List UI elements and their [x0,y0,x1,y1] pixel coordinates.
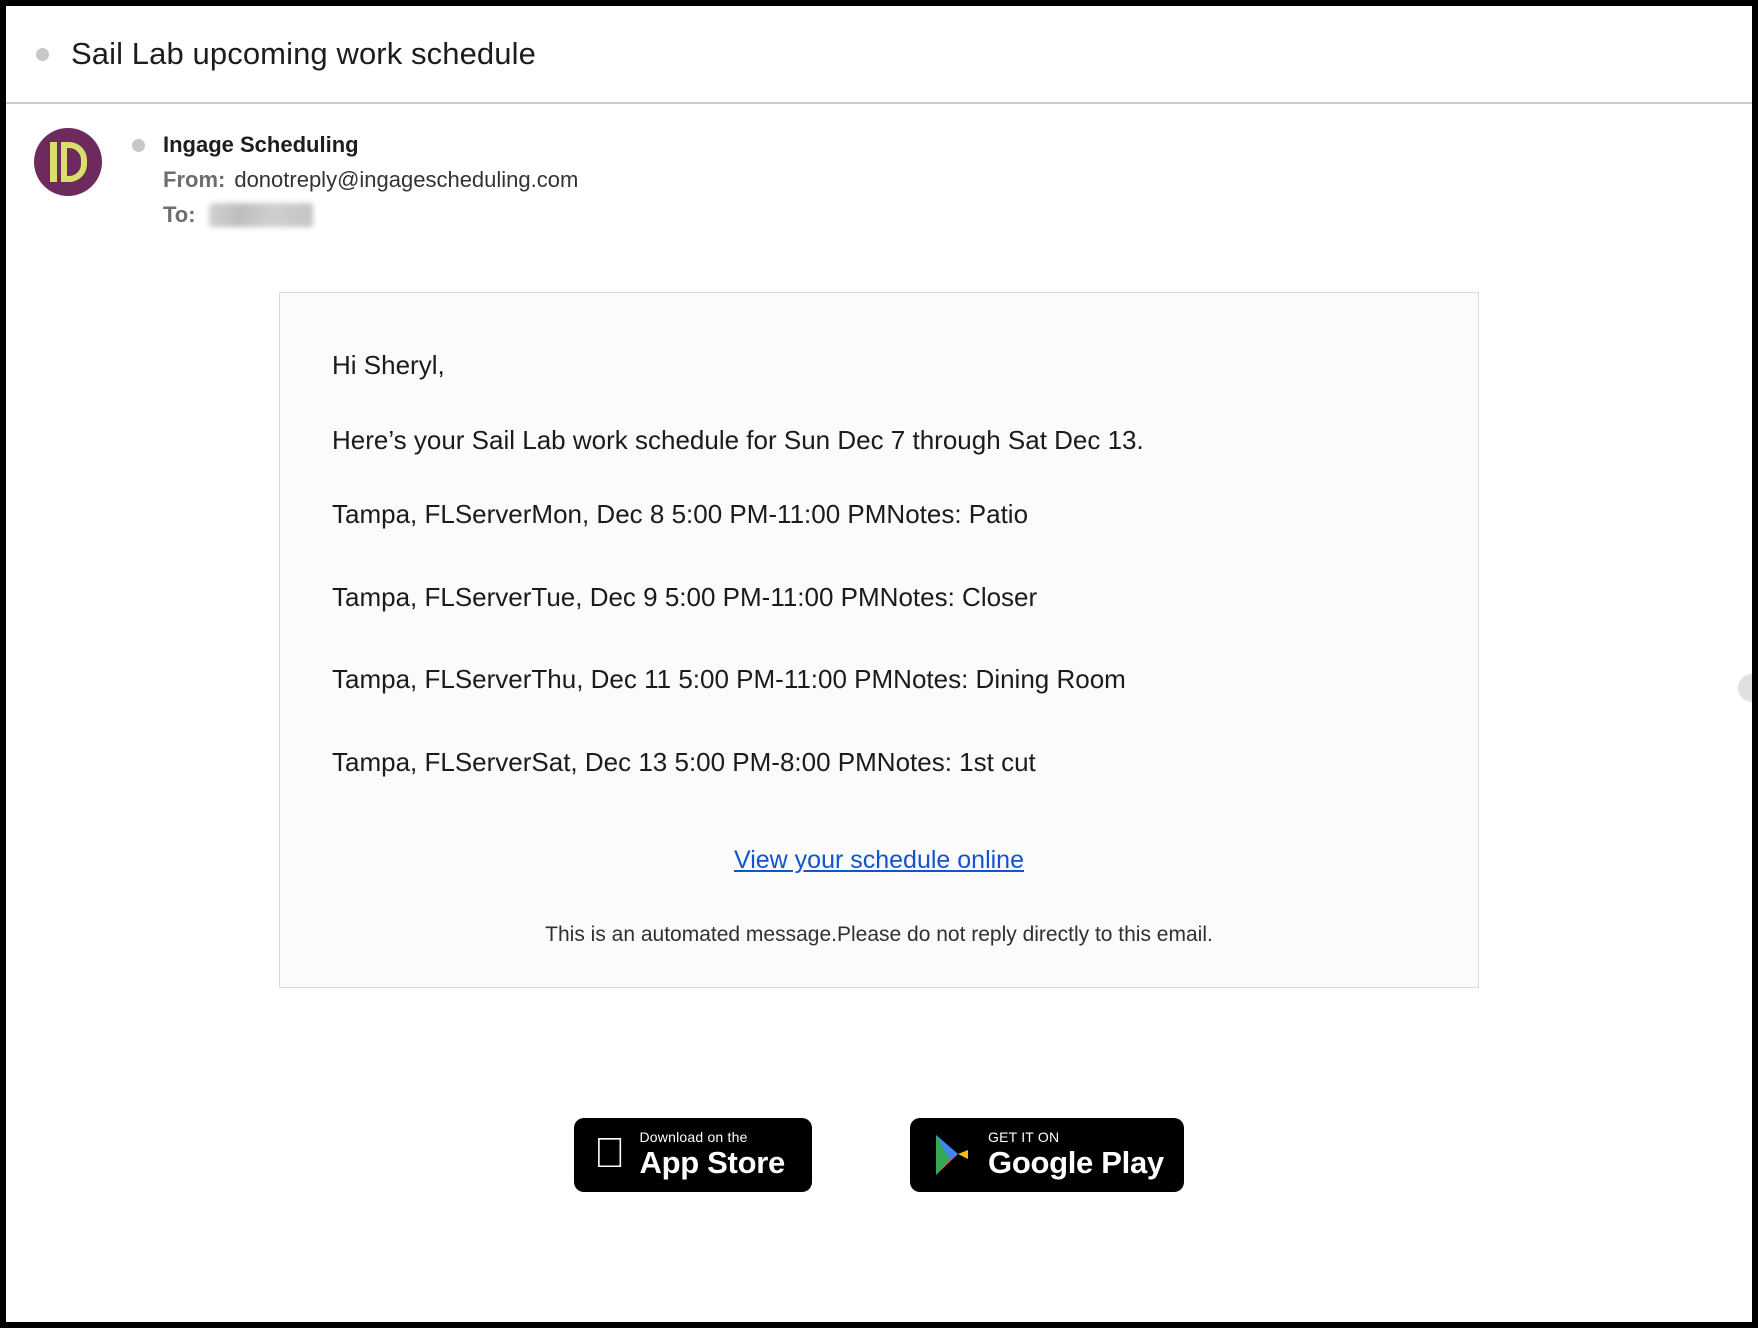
shift-row: Tampa, FLServerThu, Dec 11 5:00 PM-11:00 PMNotes: Dining Room [332,664,1126,694]
greeting-text: Hi Sheryl, [332,350,445,380]
shift-row: Tampa, FLServerSat, Dec 13 5:00 PM-8:00 PMNotes: 1st cut [332,746,1036,777]
to-address-redacted [209,203,313,227]
from-label: From: [163,167,226,192]
sender-status-dot-icon [132,139,145,152]
schedule-link-row [332,846,1426,875]
shift-row: Tampa, FLServerMon, Dec 8 5:00 PM-11:00 PMNotes: Patio [332,499,1029,529]
logo-bar-shape [50,142,57,182]
sender-info [6,104,1752,228]
sender-meta [132,128,578,228]
to-row [163,202,578,228]
apple-icon [594,1132,626,1174]
google-play-icon [932,1133,972,1177]
app-store-small-label: Download on the [608,1129,717,1146]
from-row [163,167,578,193]
app-store-button[interactable] [574,1118,812,1192]
unread-dot-icon [36,48,49,61]
view-schedule-link[interactable]: View your schedule online [733,846,1024,874]
logo-d-shape [61,142,87,182]
shift-row: Tampa, FLServerTue, Dec 9 5:00 PM-11:00 PMNotes: Closer [332,581,1038,612]
app-store-badges [6,1118,1752,1192]
to-label: To: [163,202,196,227]
from-address[interactable]: donotreply@ingagescheduling.com [234,167,579,192]
google-play-big-label: Google Play [988,1144,1164,1180]
app-store-text [608,1129,785,1180]
sender-name-row [132,132,578,158]
subject-header [6,6,1752,104]
intro-text: Here’s your Sail Lab work schedule for Sun Dec 7 through Sat Dec 13. [332,424,1144,455]
google-play-text [988,1130,1164,1179]
page-title: Sail Lab upcoming work schedule [71,36,536,71]
google-play-button[interactable] [910,1118,1184,1192]
google-play-small-label: GET IT ON [988,1129,1060,1146]
app-store-big-label: App Store [608,1144,754,1180]
email-body-wrapper [6,292,1752,988]
email-body-card [279,292,1479,988]
automated-message-note: This is an automated message.Please do not reply directly to this email. [545,923,1213,946]
sender-name: Ingage Scheduling [163,132,359,157]
avatar [34,128,102,196]
